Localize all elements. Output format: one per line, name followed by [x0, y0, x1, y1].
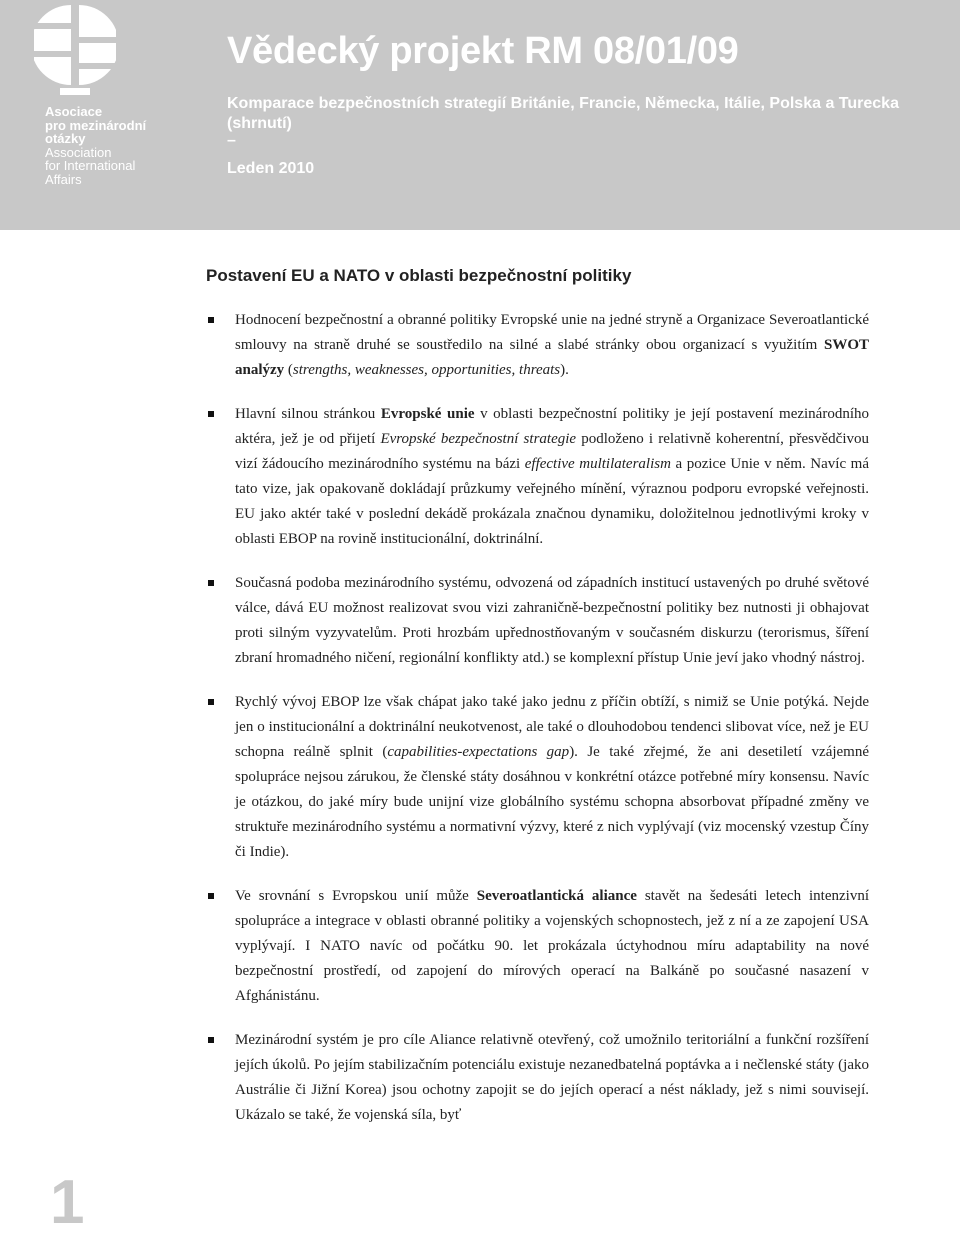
- logo-line-en: Affairs: [45, 171, 82, 187]
- bullet-text-run: podloženo i relativně koherentní, přesvědčivou vizí žádoucího mezinárodního systému na bázi: [235, 431, 869, 472]
- bullet-text-run: Evropské unie: [380, 406, 475, 422]
- bullet-text-run: Hlavní silnou stránkou: [235, 406, 381, 422]
- bullet-text-run: Ve srovnání s Evropskou unií může: [235, 888, 477, 904]
- document-title: Vědecký projekt RM 08/01/09: [227, 30, 739, 72]
- globe-logo-icon: [34, 3, 116, 98]
- bullet-text-run: ). Je také zřejmé, že ani desetiletí vzájemné spolupráce nejsou zárukou, že členské státy dosáhnou v konkrétní otázce potřebné míry konsensu. Navíc je otázkou, do jaké míry bude unijní vize globálního systému schopna absorbovat případné změny ve struktuře mezinárodního systému a normativní výzvy, které z nich vyplývají (viz mocenský vzestup Číny či Indie).: [235, 744, 870, 860]
- bullet-text-run: ).: [560, 362, 569, 378]
- bullet-item: [206, 1028, 869, 1128]
- bullet-item: [206, 571, 869, 671]
- logo-line-en: Association: [45, 144, 112, 160]
- square-bullet-icon: [208, 580, 214, 586]
- logo-line: Asociace: [45, 104, 103, 119]
- square-bullet-icon: [208, 893, 214, 899]
- bullet-text-run: Rychlý vývoj EBOP lze však chápat jako také jako jednu z příčin obtíží, s nimiž se Unie potýká. Nejde jen o institucionální a doktrinální neukotvenost, ale také o dlouhodobou tendenci slibovat více, než je EU schopna reálně splnit (: [235, 694, 869, 760]
- logo-line: pro mezinárodní: [45, 117, 147, 133]
- bullet-text-run: Severoatlantická aliance: [476, 888, 637, 904]
- square-bullet-icon: [208, 1037, 214, 1043]
- bullet-list: [206, 308, 869, 1147]
- bullet-item: [206, 402, 869, 552]
- bullet-text-run: effective multilateralism: [524, 456, 671, 472]
- bullet-item: [206, 690, 869, 865]
- bullet-text-run: Evropské bezpečnostní strategie: [380, 431, 577, 447]
- bullet-text-run: stavět na šedesáti letech intenzivní spolupráce a integrace v oblasti obranné politiky a vojenských schopnostech, jež z ní a ze zapojení USA vyplývají. I NATO navíc od počátku 90. let prokázala úctyhodnou míru adaptability na nové bezpečnostní prostředí, od zapojení do mírových operací na Balkáně po současné nasazení v Afghánistánu.: [235, 888, 869, 1004]
- organization-logo-text: [45, 105, 175, 186]
- bullet-text-run: SWOT analýzy: [235, 337, 869, 378]
- document-subtitle: Komparace bezpečnostních strategií Británie, Francie, Německa, Itálie, Polska a Turecka (shrnutí): [227, 95, 899, 132]
- bullet-text-run: Mezinárodní systém je pro cíle Aliance relativně otevřený, což umožnilo teritoriální a funkční rozšíření jejích úkolů. Po jejím stabilizačním potenciálu existuje nezanedbatelná poptávka a i nečlenské státy (jako Austrálie či Jižní Korea) jsou ochotny zapojit se do jejích operací a nést náklady, jež s nimi souvisejí. Ukázalo se také, že vojenská síla, byť: [235, 1032, 869, 1123]
- bullet-text-run: Současná podoba mezinárodního systému, odvozená od západních institucí ustavených po druhé světové válce, dává EU možnost realizovat svou vizi zahraničně-bezpečnostní politiky bez nutnosti ji obhajovat proti silným vyzyvatelům. Proti hrozbám upřednostňovaným v současném diskurzu (terorismus, šíření zbraní hromadného ničení, regionální konflikty atd.) se komplexní přístup Unie jeví jako vhodný nástroj.: [235, 575, 869, 666]
- square-bullet-icon: [208, 317, 214, 323]
- logo-line-en: for International: [45, 158, 136, 173]
- bullet-text-run: capabilities-expectations gap: [387, 744, 570, 760]
- square-bullet-icon: [208, 411, 214, 417]
- bullet-text-run: v oblasti bezpečnostní politiky je její postavení mezinárodního aktéra, jež je od přijetí: [235, 406, 869, 447]
- bullet-text-run: (: [284, 362, 293, 378]
- bullet-text-run: strengths, weaknesses, opportunities, threats: [292, 362, 561, 378]
- page-header: [0, 0, 960, 230]
- bullet-item: [206, 884, 869, 1009]
- bullet-text-run: a pozice Unie v něm. Navíc má tato vize, jak opakovaně dokládají průzkumy veřejného mínění, výraznou podporu evropské veřejnosti. EU jako aktér také v poslední dekádě prokázala značnou dynamiku, doložitelnou jednotlivými kroky v oblasti EBOP na rovině institucionální, doktrinální.: [235, 456, 869, 547]
- document-date: Leden 2010: [227, 160, 315, 177]
- page-number: 1: [50, 1168, 85, 1237]
- logo-line: otázky: [45, 131, 86, 146]
- section-heading: Postavení EU a NATO v oblasti bezpečnostní politiky: [206, 266, 632, 285]
- header-dash: –: [227, 132, 236, 149]
- bullet-text-run: Hodnocení bezpečnostní a obranné politiky Evropské unie na jedné stryně a Organizace Severoatlantické smlouvy na straně druhé se soustředilo na silné a slabé stránky obou organizací s využitím: [235, 312, 869, 353]
- bullet-item: [206, 308, 869, 383]
- square-bullet-icon: [208, 699, 214, 705]
